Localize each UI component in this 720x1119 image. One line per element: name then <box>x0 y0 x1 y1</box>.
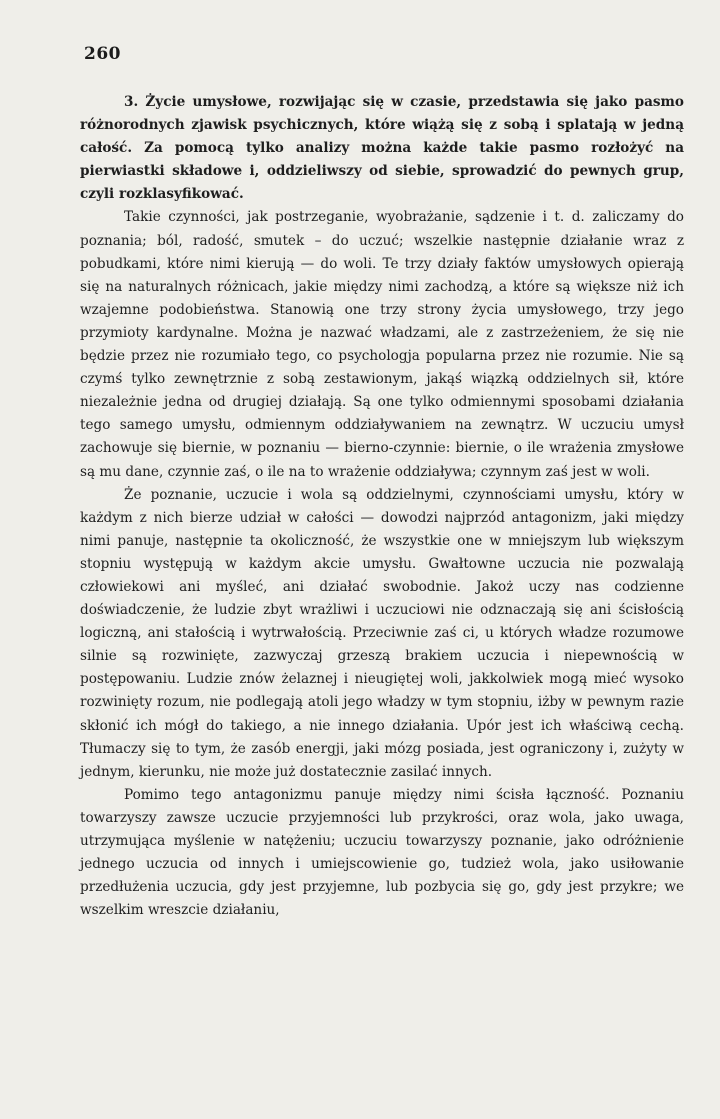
paragraph-4: Pomimo tego antagonizmu panuje między nimi ścisła łączność. Poznaniu towarzyszy zawsze uczucie przyjemności lub przykrości, oraz wola, jako uwaga, utrzymująca myślenie w natężeniu; uczuciu towarzyszy poznanie, jako odróżnienie jednego uczucia od innych i umiejscowienie go, tudzież wola, jako usiłowanie przedłużenia uczucia, gdy jest przyjemne, lub pozbycia się go, gdy jest przykre; we wszelkim wreszcie działaniu, <box>80 786 684 919</box>
paragraph-1: 3. Życie umysłowe, rozwijając się w czasie, przedstawia się jako pasmo różnorodnych zjawisk psychicznych, które wiążą się z sobą i splatają w jedną całość. Za pomocą tylko analizy można każde takie pasmo rozłożyć na pierwiastki składowe i, oddzieliwszy od siebie, sprowadzić do pewnych grup, czyli rozklasyfikować. <box>80 94 684 203</box>
body-text <box>80 91 684 922</box>
paragraph-3: Że poznanie, uczucie i wola są oddzielnymi, czynnościami umysłu, który w każdym z nich bierze udział w całości — dowodzi najprzód antagonizm, jaki między nimi panuje, następnie ta okoliczność, że wszystkie one w mniejszym lub większym stopniu występują w każdym akcie umysłu. Gwałtowne uczucia nie pozwalają człowiekowi ani myśleć, ani działać swobodnie. Jakoż uczy nas codzienne doświadczenie, że ludzie zbyt wrażliwi i uczuciowi nie odznaczają się ani ścisłością logiczną, ani stałością i wytrwałością. Przeciwnie zaś ci, u których władze rozumowe silnie są rozwinięte, zazwyczaj grzeszą brakiem uczucia i niepewnością w postępowaniu. Ludzie znów żelaznej i nieugiętej woli, jakkolwiek mogą mieć wysoko rozwinięty rozum, nie podlegają atoli jego władzy w tym stopniu, iżby w pewnym razie skłonić ich mógł do takiego, a nie innego działania. Upór jest ich właściwą cechą. Tłumaczy się to tym, że zasób energji, jaki mózg posiada, jest ograniczony i, zużyty w jednym, kierunku, nie może już dostatecznie zasilać innych. <box>80 486 684 780</box>
page-number: 260 <box>84 44 121 64</box>
paragraph-2: Takie czynności, jak postrzeganie, wyobrażanie, sądzenie i t. d. zaliczamy do poznania; ból, radość, smutek – do uczuć; wszelkie następnie działanie wraz z pobudkami, które nimi kierują — do woli. Te trzy działy faktów umysłowych opierają się na naturalnych różnicach, jakie między nimi zachodzą, a które są większe niż ich wzajemne podobieństwa. Stanowią one trzy strony życia umysłowego, trzy jego przymioty kardynalne. Można je nazwać władzami, ale z zastrzeżeniem, że się nie będzie przez nie rozumiało tego, co psychologja popularna przez nie rozumie. Nie są czymś tylko zewnętrznie z sobą zestawionym, jakąś wiązką oddzielnych sił, które niezależnie jedna od drugiej działają. Są one tylko odmiennymi sposobami działania tego samego umysłu, odmiennym oddziaływaniem na zewnątrz. W uczuciu umysł zachowuje się biernie, w poznaniu — bierno-czynnie: biernie, o ile wrażenia zmysłowe są mu dane, czynnie zaś, o ile na to wrażenie oddziaływa; czynnym zaś jest w woli. <box>80 209 684 480</box>
